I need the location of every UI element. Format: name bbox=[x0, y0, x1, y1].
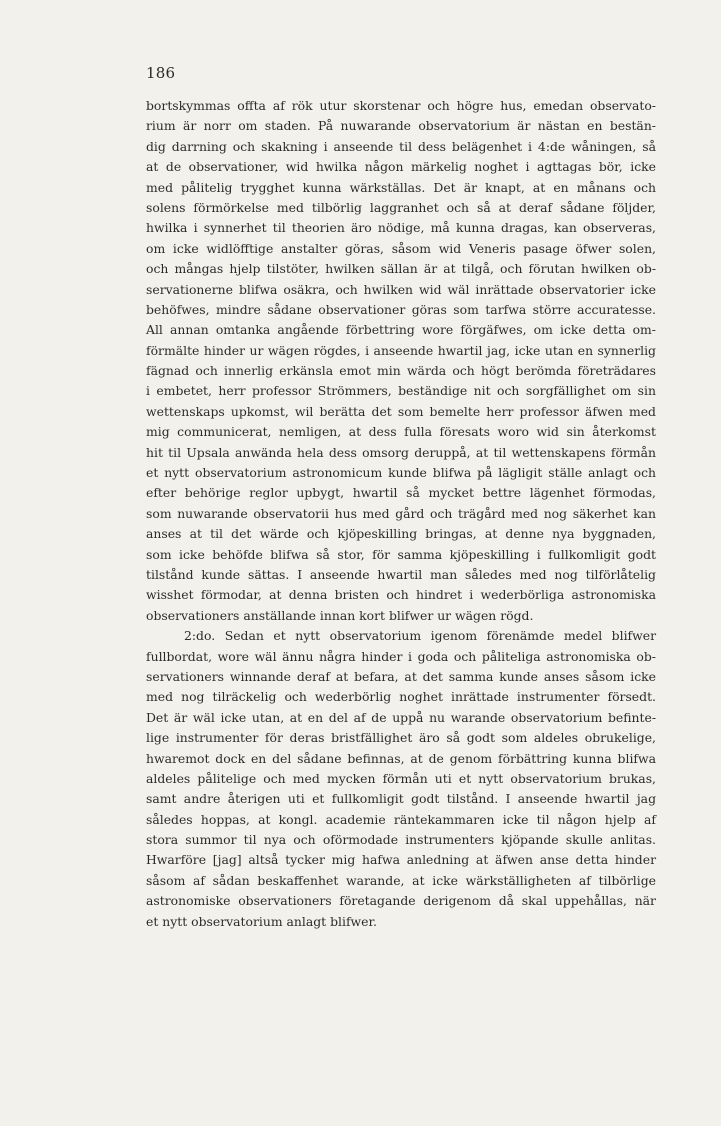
text-line: rium är norr om staden. På nuwarande observatorium är nästan en bestän- bbox=[146, 118, 656, 134]
text-line: fägnad och innerlig erkänsla emot min wärda och högt berömda företrädares bbox=[146, 363, 656, 379]
text-line: dig darrning och skakning i anseende til dess belägenhet i 4:de wåningen, så bbox=[146, 138, 656, 154]
text-line: servationerne blifwa osäkra, och hwilken wid wäl inrättade observatorier icke bbox=[146, 281, 656, 297]
text-line: med nog tilräckelig och wederbörlig noghet inrättade instrumenter försedt. bbox=[146, 689, 656, 705]
text-line: såsom af sådan beskaffenhet warande, at icke wärkställigheten af tilbörlige bbox=[146, 872, 656, 888]
text-line: som icke behöfde blifwa så stor, för samma kjöpeskilling i fullkomligit godt bbox=[146, 546, 656, 562]
page-number: 186 bbox=[146, 64, 176, 82]
text-line: Det är wäl icke utan, at en del af de uppå nu warande observatorium befinte- bbox=[146, 709, 656, 725]
text-line: astronomiske observationers företagande derigenom då skal uppehållas, när bbox=[146, 893, 656, 909]
paragraph-start-line: 2:do. Sedan et nytt observatorium igenom förenämde medel blifwer bbox=[184, 628, 656, 644]
text-line: fullbordat, wore wäl ännu några hinder i goda och påliteliga astronomiska ob- bbox=[146, 648, 656, 664]
text-line: stora summor til nya och oförmodade instrumenters kjöpande skulle anlitas. bbox=[146, 832, 656, 848]
text-line: och mångas hjelp tilstöter, hwilken sällan är at tilgå, och förutan hwilken ob- bbox=[146, 261, 656, 277]
text-line: solens förmörkelse med tilbörlig laggranhet och så at deraf sådane följder, bbox=[146, 199, 656, 215]
text-line: behöfwes, mindre sådane observationer göras som tarfwa större accuratesse. bbox=[146, 301, 656, 317]
text-line: Hwarföre [jag] altså tycker mig hafwa anledning at äfwen anse detta hinder bbox=[146, 852, 656, 868]
text-line: All annan omtanka angående förbettring wore förgäfwes, om icke detta om- bbox=[146, 322, 656, 338]
text-line: tilstånd kunde sättas. I anseende hwartil man således med nog tilförlåtelig bbox=[146, 566, 656, 582]
text-line: anses at til det wärde och kjöpeskilling bringas, at denne nya byggnaden, bbox=[146, 526, 656, 542]
text-line: aldeles pålitelige och med mycken förmån uti et nytt observatorium brukas, bbox=[146, 770, 656, 786]
paragraph-end-line: observationers anställande innan kort blifwer ur wägen rögd. bbox=[146, 607, 534, 623]
text-line: med pålitelig trygghet kunna wärkställas. Det är knapt, at en månans och bbox=[146, 179, 656, 195]
text-line: således hoppas, at kongl. academie räntekammaren icke til någon hjelp af bbox=[146, 811, 656, 827]
text-line: mig communicerat, nemligen, at dess fulla föresats woro wid sin återkomst bbox=[146, 424, 656, 440]
text-line: wettenskaps upkomst, wil berätta det som bemelte herr professor äfwen med bbox=[146, 403, 656, 419]
text-line: servationers winnande deraf at befara, at det samma kunde anses såsom icke bbox=[146, 668, 656, 684]
text-line: at de observationer, wid hwilka någon märkelig noghet i agttagas bör, icke bbox=[146, 159, 656, 175]
text-line: förmälte hinder ur wägen rögdes, i anseende hwartil jag, icke utan en synnerlig bbox=[146, 342, 656, 358]
text-line: hit til Upsala anwända hela dess omsorg deruppå, at til wettenskapens förmån bbox=[146, 444, 656, 460]
text-line: wisshet förmodar, at denna bristen och hindret i wederbörliga astronomiska bbox=[146, 587, 656, 603]
text-line: i embetet, herr professor Strömmers, beständige nit och sorgfällighet om sin bbox=[146, 383, 656, 399]
paragraph-end-line: et nytt observatorium anlagt blifwer. bbox=[146, 913, 377, 929]
body-text bbox=[146, 96, 656, 932]
text-line: lige instrumenter för deras bristfällighet äro så godt som aldeles obrukelige, bbox=[146, 730, 656, 746]
text-line: et nytt observatorium astronomicum kunde blifwa på lägligit ställe anlagt och bbox=[146, 465, 656, 481]
text-line: som nuwarande observatorii hus med gård och trägård med nog säkerhet kan bbox=[146, 505, 656, 521]
text-line: efter behörige reglor upbygt, hwartil så mycket bettre lägenhet förmodas, bbox=[146, 485, 656, 501]
text-line: samt andre återigen uti et fullkomligit godt tilstånd. I anseende hwartil jag bbox=[146, 791, 656, 807]
text-line: bortskymmas offta af rök utur skorstenar och högre hus, emedan observato- bbox=[146, 98, 656, 113]
text-line: om icke widlöfftige anstalter göras, såsom wid Veneris pasage öfwer solen, bbox=[146, 240, 656, 256]
text-line: hwaremot dock en del sådane befinnas, at de genom förbättring kunna blifwa bbox=[146, 750, 656, 766]
text-line: hwilka i synnerhet til theorien äro nödige, må kunna dragas, kan observeras, bbox=[146, 220, 656, 236]
